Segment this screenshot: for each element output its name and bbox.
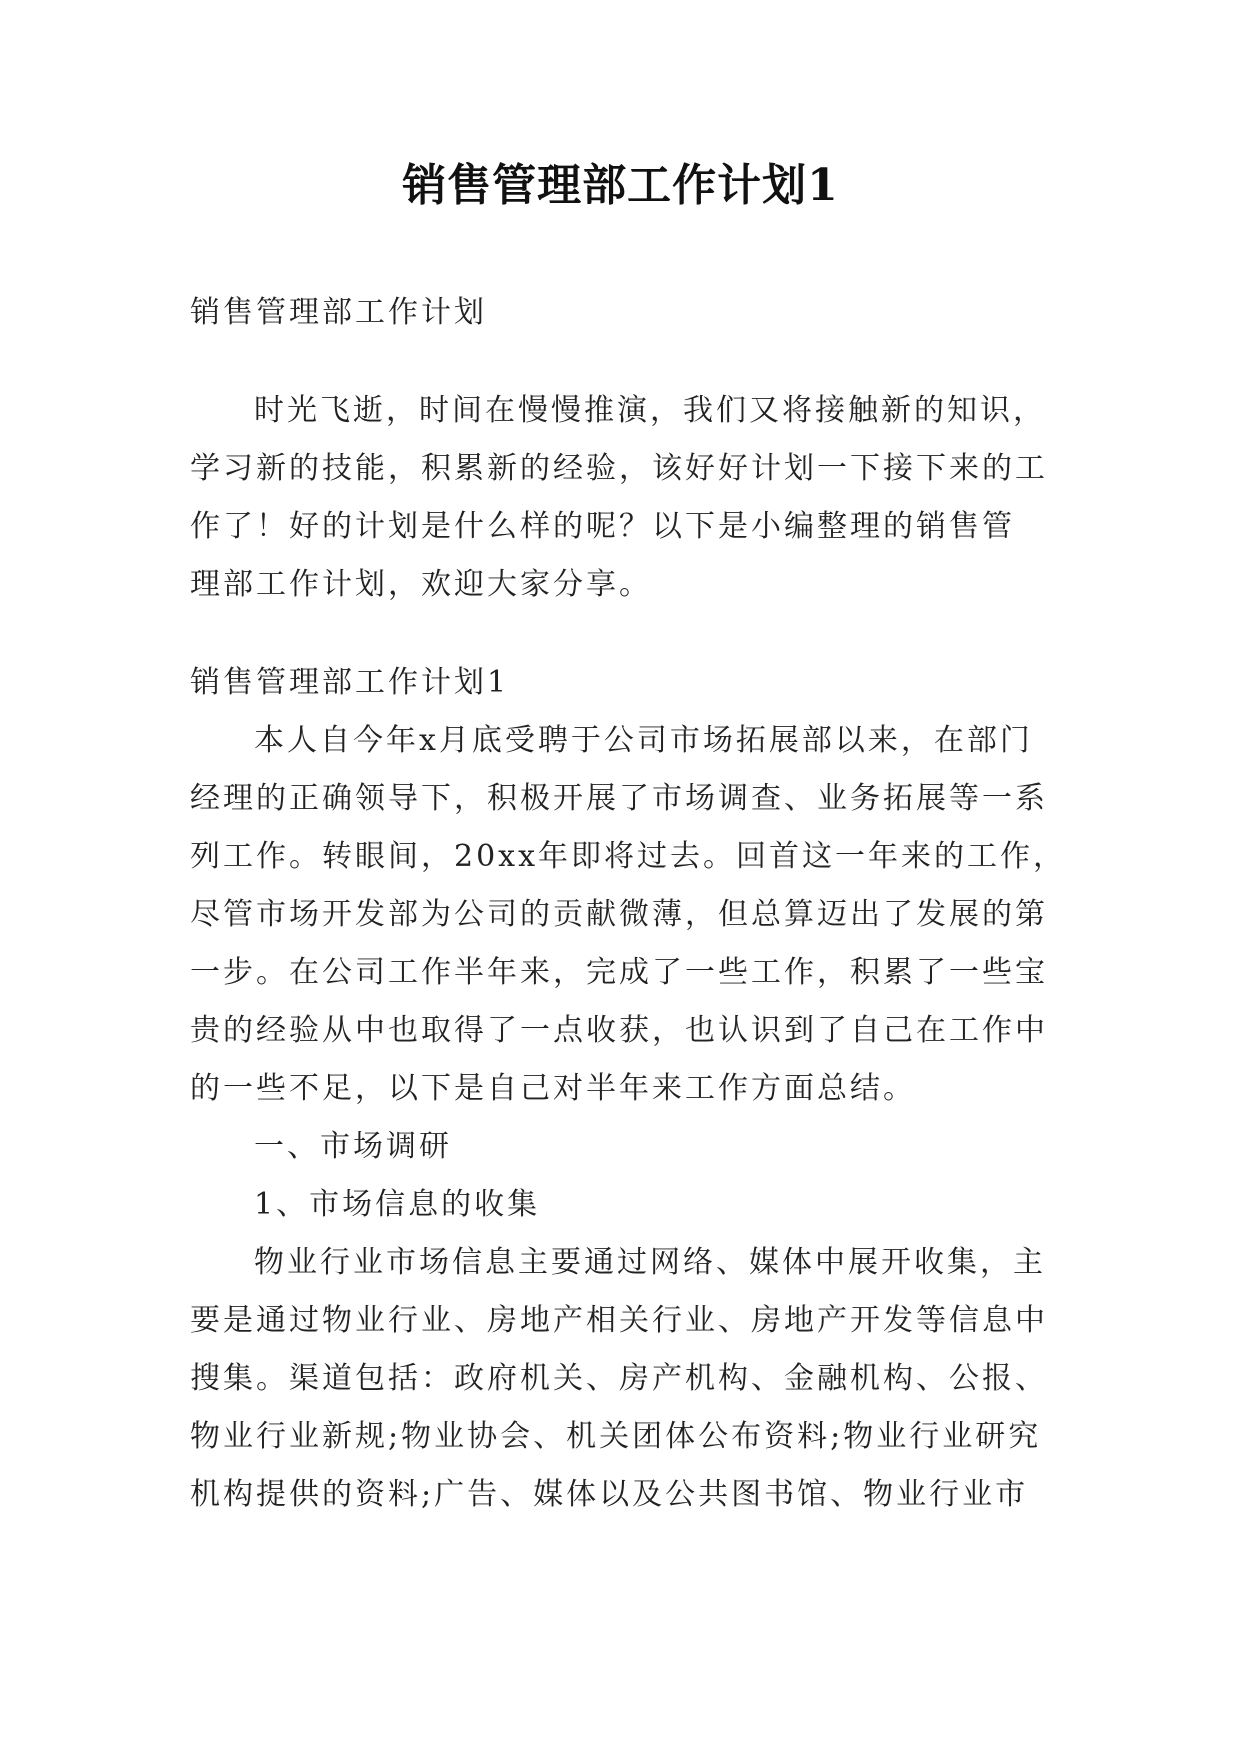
heading-info-collection: 1、市场信息的收集	[254, 1187, 541, 1222]
heading-market-research: 一、市场调研	[254, 1129, 452, 1164]
paragraph-line: 要是通过物业行业、房地产相关行业、房地产开发等信息中	[190, 1303, 1048, 1338]
paragraph-line: 经理的正确领导下，积极开展了市场调查、业务拓展等一系	[190, 781, 1048, 816]
paragraph-line: 时光飞逝，时间在慢慢推演，我们又将接触新的知识，	[254, 393, 1046, 428]
paragraph-line: 物业行业市场信息主要通过网络、媒体中展开收集，主	[254, 1245, 1046, 1280]
paragraph-line: 学习新的技能，积累新的经验，该好好计划一下接下来的工	[190, 451, 1048, 486]
intro-paragraph	[190, 382, 1070, 614]
paragraph-line: 本人自今年x月底受聘于公司市场拓展部以来，在部门	[254, 723, 1033, 758]
market-paragraph	[190, 1234, 1070, 1524]
document-title: 销售管理部工作计划1	[402, 160, 839, 211]
document-body	[190, 284, 1070, 1524]
paragraph-line: 机构提供的资料;广告、媒体以及公共图书馆、物业行业市	[190, 1477, 1029, 1512]
paragraph-line: 物业行业新规;物业协会、机关团体公布资料;物业行业研究	[190, 1419, 1042, 1454]
paragraph-line: 搜集。渠道包括：政府机关、房产机构、金融机构、公报、	[190, 1361, 1048, 1396]
subtitle: 销售管理部工作计划	[190, 295, 487, 330]
section-title: 销售管理部工作计划1	[190, 665, 510, 700]
body-paragraph	[190, 712, 1070, 1118]
paragraph-line: 作了！好的计划是什么样的呢？以下是小编整理的销售管	[190, 509, 1015, 544]
paragraph-line: 的一些不足，以下是自己对半年来工作方面总结。	[190, 1071, 916, 1106]
paragraph-line: 一步。在公司工作半年来，完成了一些工作，积累了一些宝	[190, 955, 1048, 990]
paragraph-line: 尽管市场开发部为公司的贡献微薄，但总算迈出了发展的第	[190, 897, 1048, 932]
paragraph-line: 理部工作计划，欢迎大家分享。	[190, 567, 652, 602]
paragraph-line: 贵的经验从中也取得了一点收获，也认识到了自己在工作中	[190, 1013, 1048, 1048]
paragraph-line: 列工作。转眼间，20xx年即将过去。回首这一年来的工作，	[190, 839, 1067, 874]
